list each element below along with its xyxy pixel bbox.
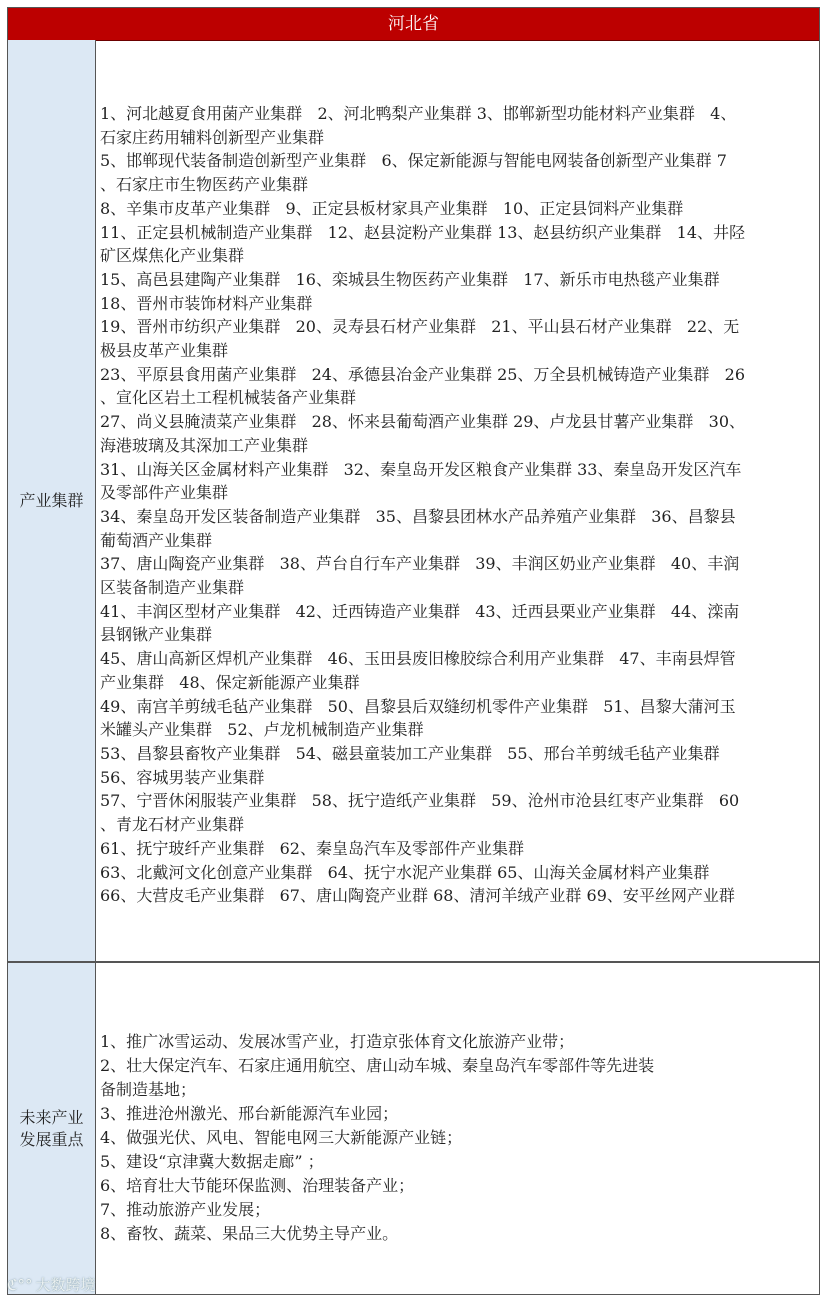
list-line: 11、正定县机械制造产业集群 12、赵县淀粉产业集群 13、赵县纺织产业集群 14、井陉: [100, 222, 746, 242]
list-line: 41、丰润区型材产业集群 42、迁西铸造产业集群 43、迁西县栗业产业集群 44、滦南: [100, 601, 740, 621]
list-item: 4、做强光伏、风电、智能电网三大新能源产业链；: [100, 1128, 463, 1147]
future-focus-list: [100, 1030, 812, 1246]
list-line: 矿区煤焦化产业集群: [100, 246, 245, 266]
industry-clusters-cell: [97, 40, 819, 961]
watermark-text: 大数跨境: [35, 1276, 96, 1294]
row-future-focus: [8, 963, 819, 1294]
list-item: 8、畜牧、蔬菜、果品三大优势主导产业。: [100, 1224, 399, 1243]
list-line: 61、抚宁玻纤产业集群 62、秦皇岛汽车及零部件产业集群: [100, 838, 524, 858]
list-line: 49、南宫羊剪绒毛毡产业集群 50、昌黎县后双缝纫机零件产业集群 51、昌黎大蒲河玉: [100, 696, 736, 716]
list-line: 37、唐山陶瓷产业集群 38、芦台自行车产业集群 39、丰润区奶业产业集群 40、丰润: [100, 554, 740, 574]
list-line: 18、晋州市装饰材料产业集群: [100, 293, 313, 313]
list-line: 66、大营皮毛产业集群 67、唐山陶瓷产业群 68、清河羊绒产业群 69、安平丝网产业群: [100, 886, 735, 906]
list-item: 7、推动旅游产业发展；: [100, 1200, 271, 1219]
list-line: 45、唐山高新区焊机产业集群 46、玉田县废旧橡胶综合利用产业集群 47、丰南县焊管: [100, 649, 736, 669]
list-line: 57、宁晋休闲服装产业集群 58、抚宁造纸产业集群 59、沧州市沧县红枣产业集群 60: [100, 791, 740, 811]
list-line: 5、邯郸现代装备制造创新型产业集群 6、保定新能源与智能电网装备创新型产业集群 7: [100, 151, 727, 171]
list-line: 及零部件产业集群: [100, 483, 229, 503]
list-item: 2、壮大保定汽车、石家庄通用航空、唐山动车城、秦皇岛汽车零部件等先进装: [100, 1056, 655, 1075]
list-line: 、石家庄市生物医药产业集群: [100, 175, 309, 195]
list-line: 区装备制造产业集群: [100, 578, 245, 598]
industry-clusters-list: [100, 102, 812, 908]
list-line: 葡萄酒产业集群: [100, 530, 213, 550]
row-label-industry-clusters: 产业集群: [8, 40, 96, 961]
list-line: 15、高邑县建陶产业集群 16、栾城县生物医药产业集群 17、新乐市电热毯产业集群: [100, 269, 720, 289]
watermark: [7, 1274, 96, 1295]
list-item: 3、推进沧州激光、邢台新能源汽车业园；: [100, 1104, 399, 1123]
list-line: 1、河北越夏食用菌产业集群 2、河北鸭梨产业集群 3、邯郸新型功能材料产业集群 4、: [100, 104, 737, 123]
list-line: 米罐头产业集群 52、卢龙机械制造产业集群: [100, 720, 424, 740]
province-table: [7, 7, 820, 1295]
list-line: 56、容城男装产业集群: [100, 767, 265, 787]
list-line: 23、平原县食用菌产业集群 24、承德县冶金产业集群 25、万全县机械铸造产业集群 26: [100, 364, 746, 384]
list-line: 石家庄药用辅料创新型产业集群: [100, 127, 325, 147]
list-line: 县钢锹产业集群: [100, 625, 213, 645]
list-item: 5、建设“京津冀大数据走廊” ；: [100, 1152, 324, 1171]
row-industry-clusters: [8, 40, 819, 963]
table-header: [8, 8, 819, 41]
list-item: 1、推广冰雪运动、发展冰雪产业，打造京张体育文化旅游产业带；: [100, 1032, 575, 1051]
list-item: 6、培育壮大节能环保监测、治理装备产业；: [100, 1176, 415, 1195]
list-line: 8、辛集市皮革产业集群 9、正定县板材家具产业集群 10、正定县饲料产业集群: [100, 198, 684, 218]
list-line: 53、昌黎县畜牧产业集群 54、磁县童装加工产业集群 55、邢台羊剪绒毛毡产业集群: [100, 743, 720, 763]
list-item: 备制造基地；: [100, 1080, 197, 1099]
watermark-logo-icon: ℭ°°: [7, 1276, 33, 1294]
list-line: 产业集群 48、保定新能源产业集群: [100, 672, 360, 692]
list-line: 63、北戴河文化创意产业集群 64、抚宁水泥产业集群 65、山海关金属材料产业集群: [100, 862, 710, 882]
list-line: 、青龙石材产业集群: [100, 815, 245, 835]
list-line: 34、秦皇岛开发区装备制造产业集群 35、昌黎县团林水产品养殖产业集群 36、昌黎县: [100, 506, 736, 526]
list-line: 19、晋州市纺织产业集群 20、灵寿县石材产业集群 21、平山县石材产业集群 22、无: [100, 317, 740, 337]
province-title: 河北省: [388, 14, 439, 34]
list-line: 27、尚义县腌渍菜产业集群 28、怀来县葡萄酒产业集群 29、卢龙县甘薯产业集群 30、: [100, 412, 746, 432]
list-line: 极县皮革产业集群: [100, 341, 229, 361]
list-line: 海港玻璃及其深加工产业集群: [100, 435, 309, 455]
row-label-future-focus: 未来产业 发展重点: [8, 963, 96, 1294]
list-line: 31、山海关区金属材料产业集群 32、秦皇岛开发区粮食产业集群 33、秦皇岛开发区汽车: [100, 459, 742, 479]
future-focus-cell: [97, 963, 819, 1294]
list-line: 、宣化区岩土工程机械装备产业集群: [100, 388, 357, 408]
